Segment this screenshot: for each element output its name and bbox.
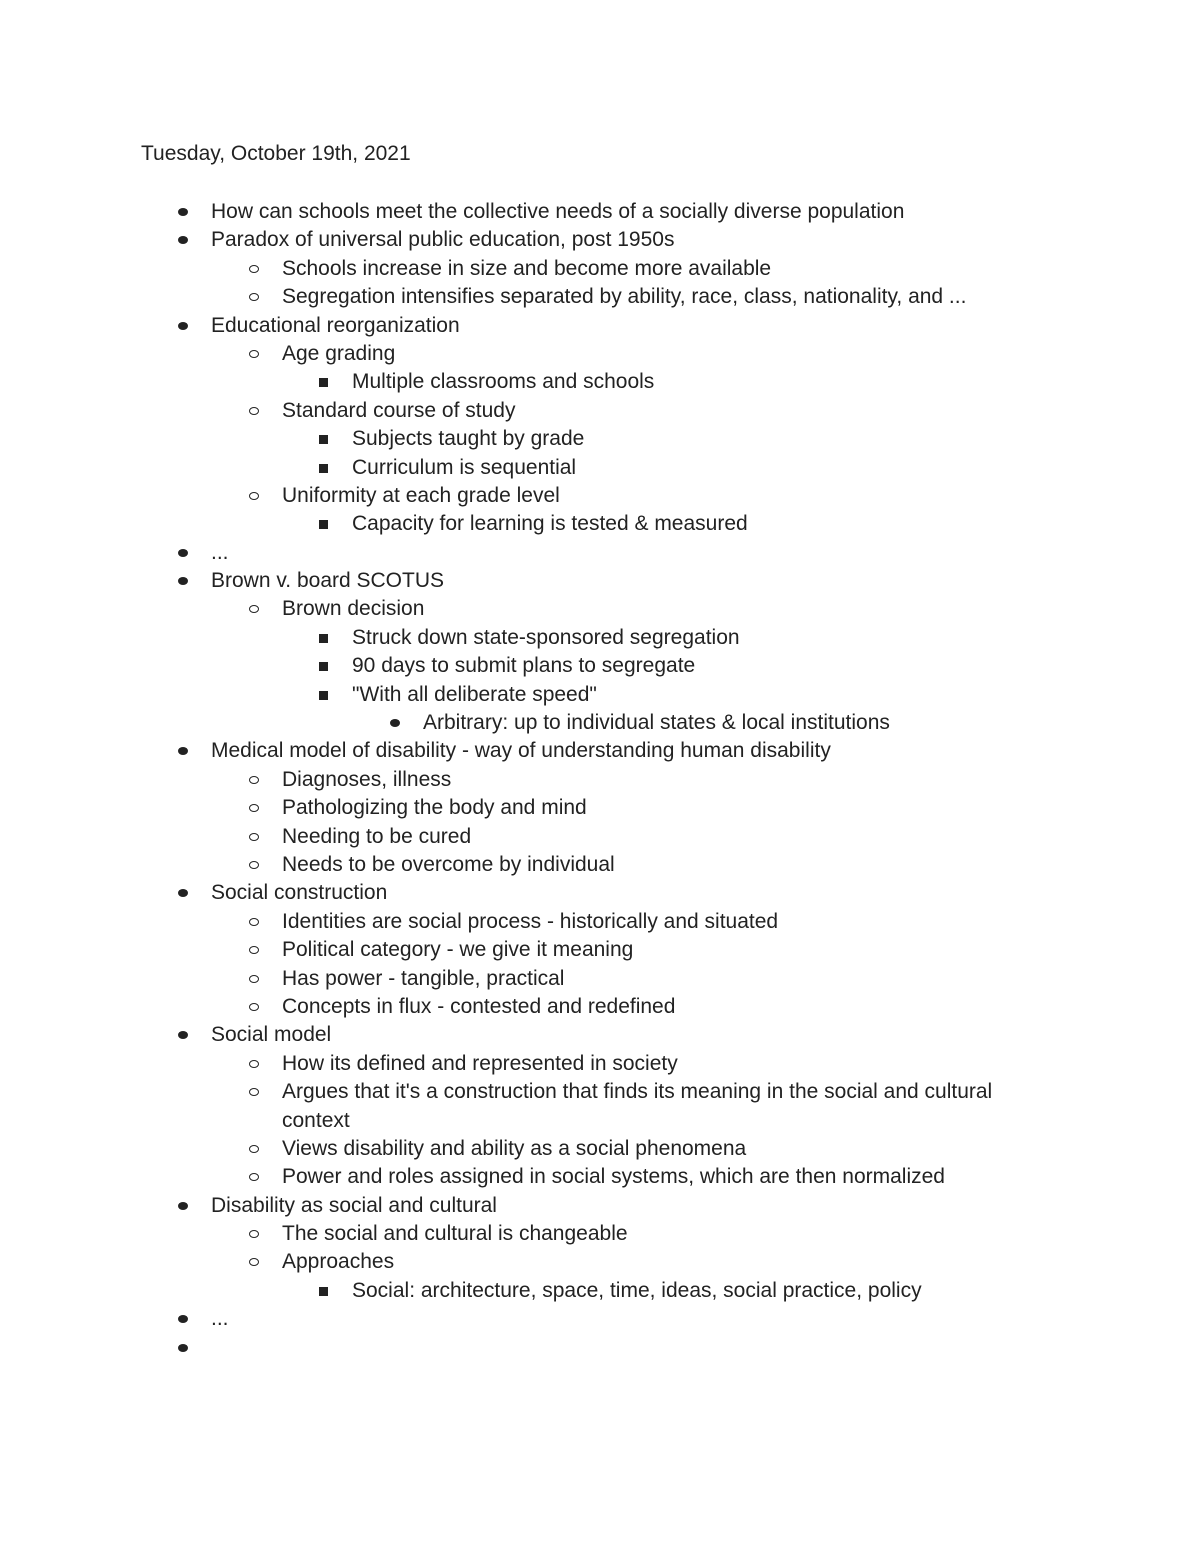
- list-item-text: Power and roles assigned in social systems, which are then normalized: [282, 1165, 945, 1189]
- disc-bullet-icon: [176, 879, 190, 907]
- list-item-text: Views disability and ability as a social phenomena: [282, 1136, 747, 1160]
- list-item: [0, 766, 1200, 794]
- square-bullet-icon: [317, 368, 331, 396]
- list-item-text: 90 days to submit plans to segregate: [352, 654, 696, 678]
- list-item-text: Brown decision: [282, 597, 425, 621]
- disc-bullet-icon: [388, 709, 402, 737]
- list-item-text: Paradox of universal public education, post 1950s: [211, 228, 675, 252]
- disc-bullet-icon: [176, 539, 190, 567]
- list-item: [0, 454, 1200, 482]
- list-item: [0, 397, 1200, 425]
- square-bullet-icon: [317, 681, 331, 709]
- square-bullet-icon: [317, 1277, 331, 1305]
- list-item: [0, 1305, 1200, 1333]
- list-item: [0, 1163, 1200, 1191]
- circle-bullet-icon: [247, 1163, 261, 1191]
- list-item: [0, 595, 1200, 623]
- list-item-text: Multiple classrooms and schools: [352, 370, 655, 394]
- list-item-text: Medical model of disability - way of understanding human disability: [211, 739, 831, 763]
- circle-bullet-icon: [247, 823, 261, 851]
- list-item: [0, 709, 1200, 737]
- list-item-text: Social: architecture, space, time, ideas, social practice, policy: [352, 1278, 922, 1302]
- circle-bullet-icon: [247, 794, 261, 822]
- list-item-text: The social and cultural is changeable: [282, 1222, 628, 1246]
- circle-bullet-icon: [247, 936, 261, 964]
- circle-bullet-icon: [247, 482, 261, 510]
- list-item-text: Needs to be overcome by individual: [282, 852, 615, 876]
- list-item: [0, 340, 1200, 368]
- square-bullet-icon: [317, 425, 331, 453]
- list-item-text: Argues that it's a construction that finds its meaning in the social and cultural context: [282, 1080, 993, 1132]
- circle-bullet-icon: [247, 1248, 261, 1276]
- list-item-text: Age grading: [282, 341, 396, 365]
- list-item: [0, 1192, 1200, 1220]
- list-item-text: Standard course of study: [282, 398, 516, 422]
- disc-bullet-icon: [176, 1305, 190, 1333]
- list-item: [0, 681, 1200, 709]
- square-bullet-icon: [317, 454, 331, 482]
- circle-bullet-icon: [247, 851, 261, 879]
- circle-bullet-icon: [247, 255, 261, 283]
- list-item: [0, 879, 1200, 907]
- list-item: [0, 1050, 1200, 1078]
- list-item-text: Uniformity at each grade level: [282, 483, 560, 507]
- list-item-text: ...: [211, 540, 229, 564]
- circle-bullet-icon: [247, 1135, 261, 1163]
- disc-bullet-icon: [176, 312, 190, 340]
- list-item: [0, 737, 1200, 765]
- circle-bullet-icon: [247, 595, 261, 623]
- list-item: [0, 851, 1200, 879]
- list-item: [0, 908, 1200, 936]
- circle-bullet-icon: [247, 965, 261, 993]
- list-item-text: Pathologizing the body and mind: [282, 796, 587, 820]
- list-item-text: How its defined and represented in society: [282, 1051, 678, 1075]
- disc-bullet-icon: [176, 567, 190, 595]
- list-item-text: Identities are social process - historically and situated: [282, 909, 779, 933]
- document-date: Tuesday, October 19th, 2021: [141, 142, 411, 165]
- list-item-text: Concepts in flux - contested and redefined: [282, 994, 676, 1018]
- disc-bullet-icon: [176, 1021, 190, 1049]
- list-item: [0, 567, 1200, 595]
- square-bullet-icon: [317, 624, 331, 652]
- circle-bullet-icon: [247, 1220, 261, 1248]
- list-item: [0, 624, 1200, 652]
- disc-bullet-icon: [176, 1192, 190, 1220]
- list-item: [0, 993, 1200, 1021]
- circle-bullet-icon: [247, 1078, 261, 1106]
- list-item: [0, 1135, 1200, 1163]
- list-item-text: Has power - tangible, practical: [282, 966, 565, 990]
- list-item: [0, 226, 1200, 254]
- list-item: [0, 368, 1200, 396]
- list-item: [0, 1277, 1200, 1305]
- list-item: [0, 198, 1200, 226]
- list-item-text: Capacity for learning is tested & measured: [352, 512, 748, 536]
- circle-bullet-icon: [247, 908, 261, 936]
- list-item-text: Schools increase in size and become more available: [282, 256, 772, 280]
- disc-bullet-icon: [176, 737, 190, 765]
- list-item-text: How can schools meet the collective needs of a socially diverse population: [211, 200, 905, 223]
- square-bullet-icon: [317, 652, 331, 680]
- list-item-text: Brown v. board SCOTUS: [211, 569, 445, 593]
- list-item: [0, 936, 1200, 964]
- list-item-text: Social model: [211, 1023, 332, 1047]
- disc-bullet-icon: [176, 226, 190, 254]
- list-item: [0, 255, 1200, 283]
- list-item: [0, 283, 1200, 311]
- list-item: [0, 1334, 1200, 1362]
- list-item: [0, 1021, 1200, 1049]
- list-item: [0, 794, 1200, 822]
- notes-list: [0, 198, 1200, 1362]
- list-item-text: Segregation intensifies separated by ability, race, class, nationality, and ...: [282, 285, 967, 309]
- list-item-text: Diagnoses, illness: [282, 767, 452, 791]
- list-item-text: Needing to be cured: [282, 824, 472, 848]
- list-item: [0, 652, 1200, 680]
- list-item: [0, 1248, 1200, 1276]
- list-item: [0, 539, 1200, 567]
- list-item: [0, 1220, 1200, 1248]
- circle-bullet-icon: [247, 283, 261, 311]
- circle-bullet-icon: [247, 397, 261, 425]
- circle-bullet-icon: [247, 340, 261, 368]
- disc-bullet-icon: [176, 1334, 190, 1362]
- list-item: [0, 510, 1200, 538]
- list-item-text: Political category - we give it meaning: [282, 938, 634, 962]
- list-item-text: Approaches: [282, 1250, 395, 1274]
- disc-bullet-icon: [176, 198, 190, 226]
- list-item-text: Struck down state-sponsored segregation: [352, 625, 740, 649]
- square-bullet-icon: [317, 510, 331, 538]
- list-item-text: Educational reorganization: [211, 313, 460, 337]
- circle-bullet-icon: [247, 766, 261, 794]
- circle-bullet-icon: [247, 993, 261, 1021]
- list-item-text: Arbitrary: up to individual states & local institutions: [423, 711, 890, 735]
- list-item-text: Disability as social and cultural: [211, 1193, 497, 1217]
- list-item-text: ...: [211, 1307, 229, 1331]
- list-item: [0, 482, 1200, 510]
- list-item-text: Curriculum is sequential: [352, 455, 577, 479]
- circle-bullet-icon: [247, 1050, 261, 1078]
- list-item: [0, 965, 1200, 993]
- list-item-text: Social construction: [211, 881, 388, 905]
- list-item: [0, 312, 1200, 340]
- list-item-text: Subjects taught by grade: [352, 427, 585, 451]
- list-item: [0, 1078, 1200, 1135]
- list-item: [0, 425, 1200, 453]
- list-item: [0, 823, 1200, 851]
- list-item-text: "With all deliberate speed": [352, 682, 597, 706]
